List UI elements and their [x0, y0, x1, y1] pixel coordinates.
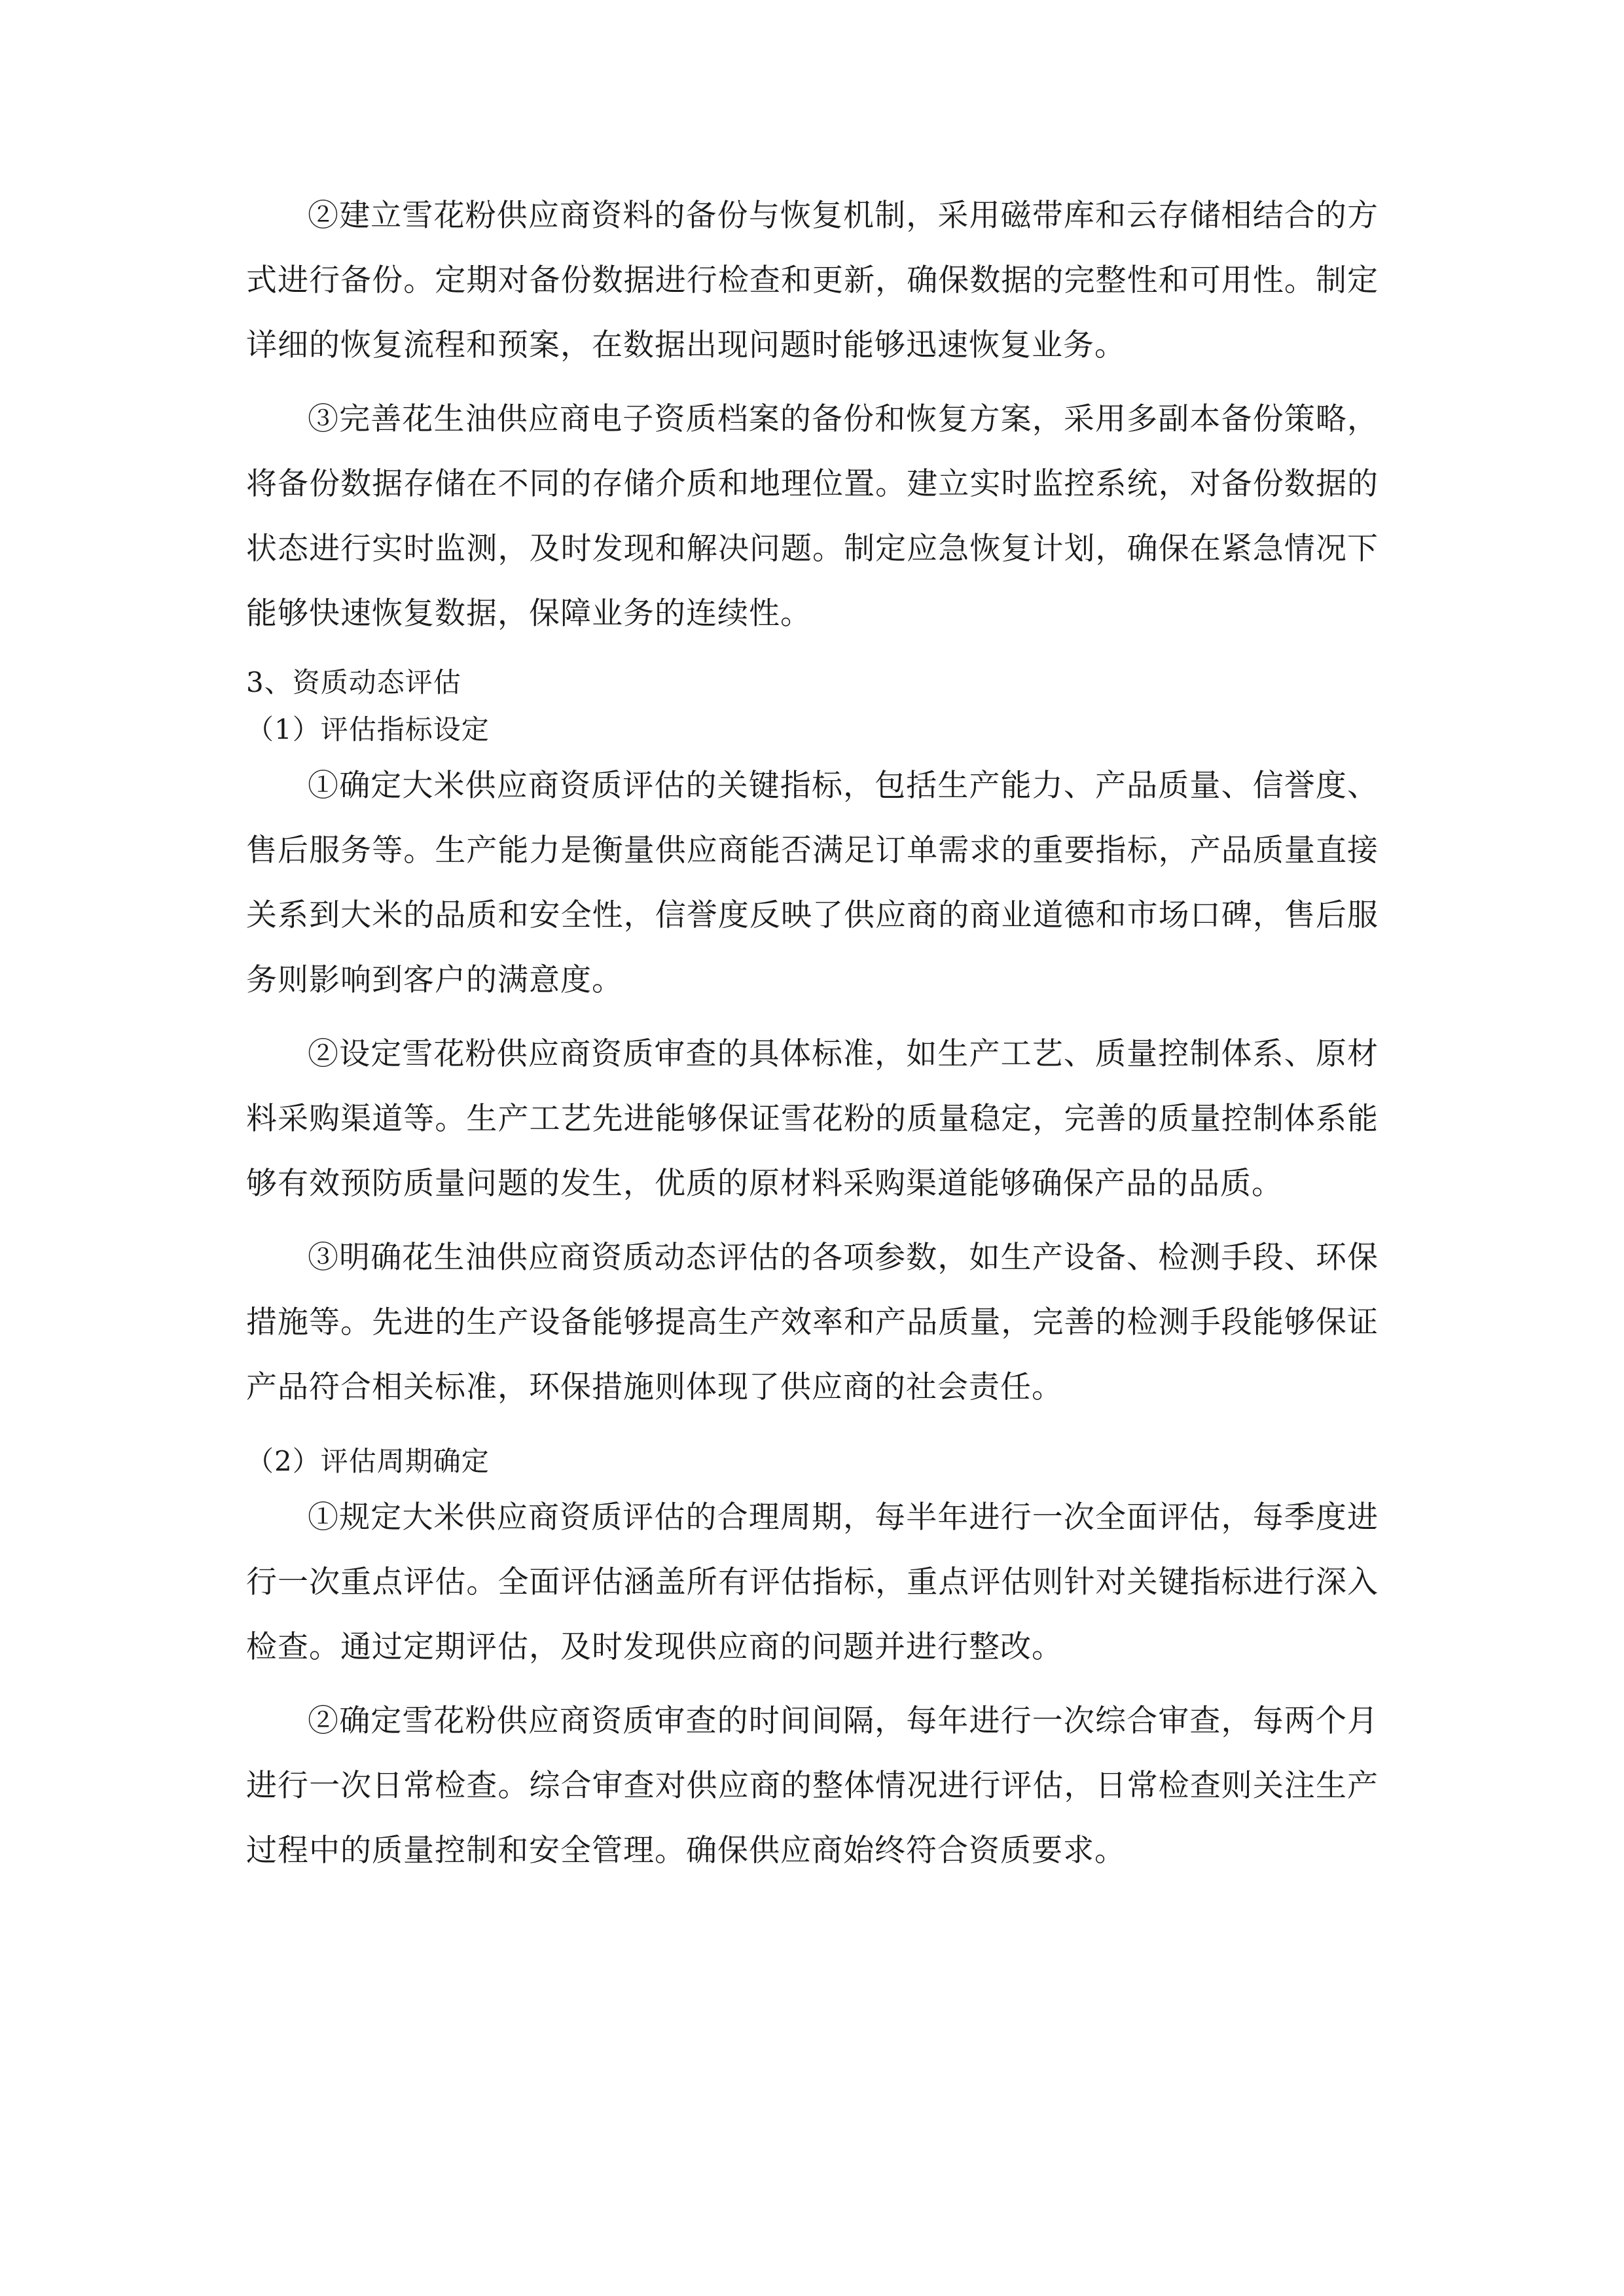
paragraph-backup-snow-flour: ②建立雪花粉供应商资料的备份与恢复机制，采用磁带库和云存储相结合的方式进行备份。定期对备份数据进行检查和更新，确保数据的完整性和可用性。制定详细的恢复流程和预案，在数据出现问题时能够迅速恢复业务。 [246, 198, 1379, 363]
paragraph-snow-flour-standards: ②设定雪花粉供应商资质审查的具体标准，如生产工艺、质量控制体系、原材料采购渠道等。生产工艺先进能够保证雪花粉的质量稳定，完善的质量控制体系能够有效预防质量问题的发生，优质的原材料采购渠道能够确保产品的品质。 [246, 1036, 1379, 1202]
subsection-heading-cycle: （2）评估周期确定 [246, 1445, 490, 1477]
paragraph-snow-flour-interval: ②确定雪花粉供应商资质审查的时间间隔，每年进行一次综合审查，每两个月进行一次日常检查。综合审查对供应商的整体情况进行评估，日常检查则关注生产过程中的质量控制和安全管理。确保供应商始终符合资质要求。 [246, 1703, 1379, 1869]
paragraph-rice-indicators: ①确定大米供应商资质评估的关键指标，包括生产能力、产品质量、信誉度、售后服务等。生产能力是衡量供应商能否满足订单需求的重要指标，产品质量直接关系到大米的品质和安全性，信誉度反映了供应商的商业道德和市场口碑，售后服务则影响到客户的满意度。 [246, 768, 1379, 998]
document-body [246, 183, 1379, 1892]
section-heading-dynamic-evaluation: 3、资质动态评估 [246, 666, 461, 698]
subsection-heading-indicators: （1）评估指标设定 [246, 713, 490, 745]
paragraph-rice-cycle: ①规定大米供应商资质评估的合理周期，每半年进行一次全面评估，每季度进行一次重点评估。全面评估涵盖所有评估指标，重点评估则针对关键指标进行深入检查。通过定期评估，及时发现供应商的问题并进行整改。 [246, 1499, 1379, 1665]
paragraph-backup-peanut-oil: ③完善花生油供应商电子资质档案的备份和恢复方案，采用多副本备份策略，将备份数据存储在不同的存储介质和地理位置。建立实时监控系统，对备份数据的状态进行实时监测，及时发现和解决问题。制定应急恢复计划，确保在紧急情况下能够快速恢复数据，保障业务的连续性。 [246, 401, 1379, 632]
paragraph-peanut-oil-parameters: ③明确花生油供应商资质动态评估的各项参数，如生产设备、检测手段、环保措施等。先进的生产设备能够提高生产效率和产品质量，完善的检测手段能够保证产品符合相关标准，环保措施则体现了供应商的社会责任。 [246, 1240, 1379, 1405]
